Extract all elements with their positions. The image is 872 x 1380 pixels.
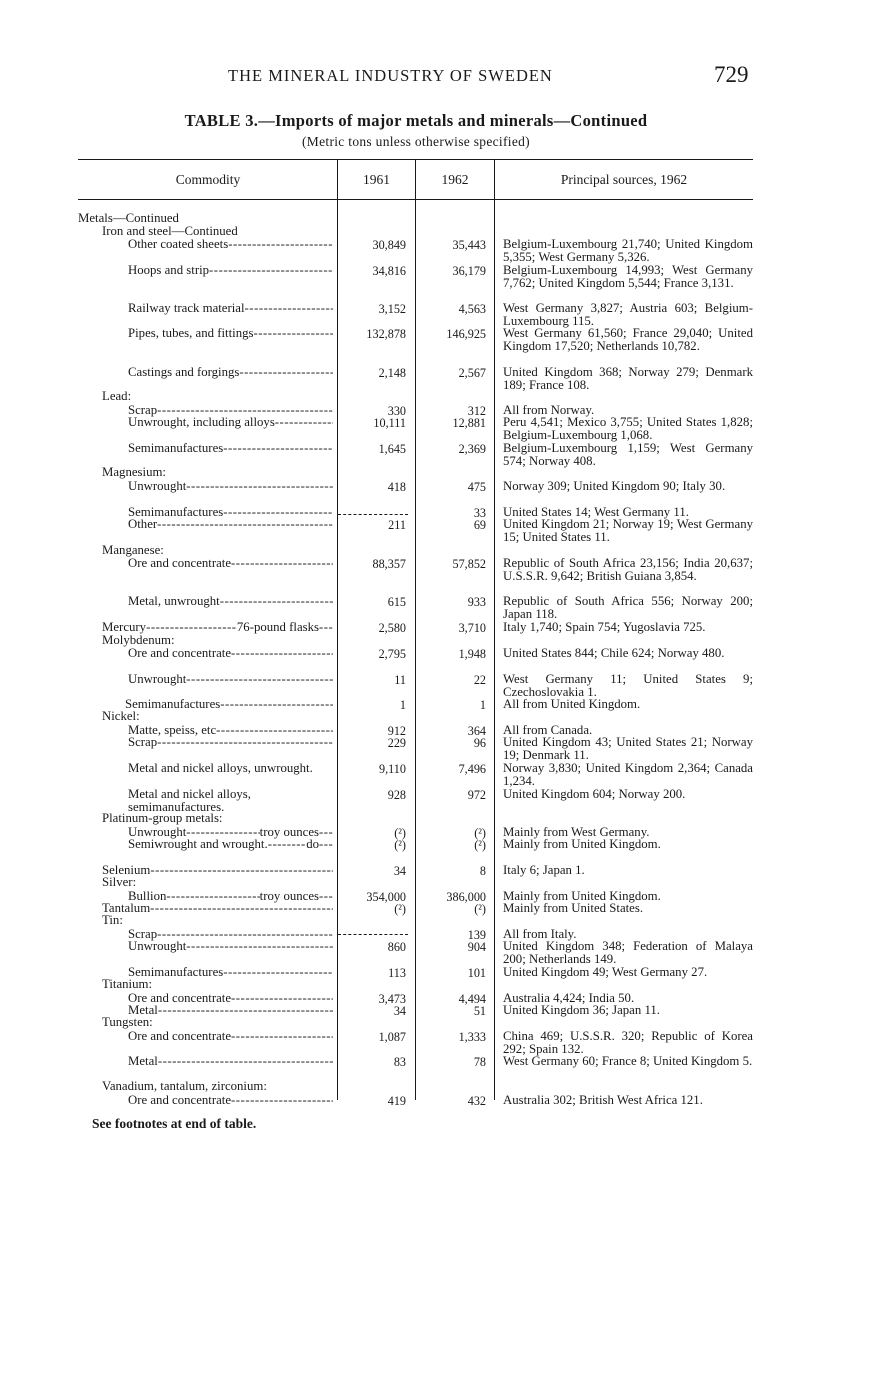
leader-dots xyxy=(186,480,333,493)
row-sources: Belgium-Luxembourg 14,993; West Germany 7,762; United Kingdom 5,544; France 3,131. xyxy=(503,263,753,290)
leader-dots xyxy=(150,902,333,915)
row-value-1961: 615 xyxy=(387,595,406,609)
row-commodity xyxy=(128,518,333,531)
leader-dots xyxy=(150,864,333,877)
row-label: Scrap xyxy=(128,928,158,941)
row-sources: West Germany 60; France 8; United Kingdom 5. xyxy=(503,1054,753,1068)
leader-dots xyxy=(158,1055,333,1068)
group-silver: Silver: xyxy=(102,875,137,889)
row-commodity xyxy=(128,416,333,429)
row-sources: United States 14; West Germany 11. xyxy=(503,505,689,519)
row-commodity xyxy=(125,698,333,711)
row-commodity xyxy=(128,762,326,775)
row-value-1961: 113 xyxy=(388,966,406,980)
group-tin: Tin: xyxy=(102,913,123,927)
row-value-1962: (²) xyxy=(474,902,486,916)
col-header-commodity: Commodity xyxy=(175,172,241,187)
row-value-1962: 101 xyxy=(467,966,486,980)
row-value-1962: 69 xyxy=(473,518,486,532)
row-value-1961: (²) xyxy=(394,826,406,840)
row-label: Ore and concentrate xyxy=(128,647,232,660)
row-value-1961: 1 xyxy=(399,698,406,712)
row-label: Selenium xyxy=(102,864,151,877)
row-label: Mercury xyxy=(102,621,147,634)
row-commodity xyxy=(128,264,333,277)
row-value-1961: 83 xyxy=(393,1055,406,1069)
row-sources: All from Norway. xyxy=(503,403,595,417)
row-value-1962: 432 xyxy=(467,1094,486,1108)
row-unit: troy ounces xyxy=(259,826,319,839)
row-value-1961: 1,087 xyxy=(378,1030,406,1044)
row-label: Metal and nickel alloys, semimanufactures. xyxy=(128,788,251,814)
row-label: Unwrought xyxy=(128,480,187,493)
row-sources: Mainly from United Kingdom. xyxy=(503,837,661,851)
row-value-1961: 912 xyxy=(387,724,406,738)
row-label: Metal xyxy=(128,1004,158,1017)
row-sources: Mainly from United States. xyxy=(503,901,644,915)
row-sources: Republic of South Africa 23,156; India 20,637; U.S.S.R. 9,642; British Guiana 3,854. xyxy=(503,556,753,583)
leader-dots xyxy=(275,416,333,429)
row-commodity xyxy=(128,238,333,251)
row-value-1962: 4,563 xyxy=(458,302,486,316)
leader-dots xyxy=(223,442,333,455)
row-label: Ore and concentrate xyxy=(128,1030,232,1043)
row-sources: United Kingdom 43; United States 21; Norway 19; Denmark 11. xyxy=(503,735,753,762)
row-label: Tantalum xyxy=(102,902,151,915)
row-commodity xyxy=(128,736,333,749)
group-vanadium: Vanadium, tantalum, zirconium: xyxy=(102,1079,267,1093)
row-commodity xyxy=(128,838,333,851)
row-value-1962: 4,494 xyxy=(458,992,486,1006)
row-commodity xyxy=(102,621,333,634)
row-commodity xyxy=(128,966,333,979)
row-sources: Peru 4,541; Mexico 3,755; United States 1,828; Belgium-Luxembourg 1,068. xyxy=(503,415,753,442)
leader-dots xyxy=(231,1030,333,1043)
col-header-1962: 1962 xyxy=(441,172,469,187)
row-value-1961: 928 xyxy=(387,788,406,802)
row-value-1962: 2,369 xyxy=(458,442,486,456)
row-unit: troy ounces xyxy=(259,890,319,903)
row-value-1961: 10,111 xyxy=(373,416,406,430)
row-sources: United Kingdom 36; Japan 11. xyxy=(503,1003,660,1017)
row-value-1962: (²) xyxy=(474,826,486,840)
row-commodity xyxy=(128,940,333,953)
row-label: Unwrought, including alloys xyxy=(128,416,275,429)
row-label: Semimanufactures xyxy=(125,698,221,711)
row-value-1962: 78 xyxy=(473,1055,486,1069)
row-sources: Mainly from United Kingdom. xyxy=(503,889,661,903)
row-value-1961: 419 xyxy=(387,1094,406,1108)
row-unit: 76-pound flasks xyxy=(236,621,319,634)
row-label: Metal and nickel alloys, unwrought. xyxy=(128,762,313,775)
row-value-1961: 229 xyxy=(387,736,406,750)
group-platinum: Platinum-group metals: xyxy=(102,811,223,825)
leader-dots xyxy=(158,1004,333,1017)
group-molybdenum: Molybdenum: xyxy=(102,633,175,647)
group-titanium: Titanium: xyxy=(102,977,153,991)
row-label: Unwrought xyxy=(128,826,187,839)
group-tungsten: Tungsten: xyxy=(102,1015,153,1029)
row-value-1962: 1 xyxy=(479,698,486,712)
row-value-1962: 12,881 xyxy=(452,416,486,430)
row-value-1961: 3,473 xyxy=(378,992,406,1006)
row-sources: All from Canada. xyxy=(503,723,593,737)
row-commodity xyxy=(128,673,333,686)
row-label: Metal xyxy=(128,1055,158,1068)
row-sources: Australia 4,424; India 50. xyxy=(503,991,635,1005)
row-value-1961: 34 xyxy=(393,864,406,878)
row-commodity xyxy=(128,788,326,814)
leader-dots xyxy=(223,966,333,979)
row-value-1961: 1,645 xyxy=(378,442,406,456)
row-label: Ore and concentrate xyxy=(128,1094,232,1107)
row-value-1961: 211 xyxy=(388,518,406,532)
row-label: Railway track material xyxy=(128,302,245,315)
row-value-1962: 312 xyxy=(467,404,486,418)
group-lead: Lead: xyxy=(102,389,132,403)
row-sources: West Germany 61,560; France 29,040; United Kingdom 17,520; Netherlands 10,782. xyxy=(503,326,753,353)
row-value-1962: 3,710 xyxy=(458,621,486,635)
row-value-1961: 418 xyxy=(387,480,406,494)
leader-dots xyxy=(319,621,333,634)
table-subtitle: (Metric tons unless otherwise specified) xyxy=(302,134,530,149)
row-sources: United Kingdom 21; Norway 19; West Germany 15; United States 11. xyxy=(503,517,753,544)
row-value-1961: 9,110 xyxy=(379,762,406,776)
row-label: Semimanufactures xyxy=(128,966,224,979)
row-value-1962: 904 xyxy=(467,940,486,954)
column-divider-3 xyxy=(494,160,495,1100)
row-label: Unwrought xyxy=(128,673,187,686)
col-header-sources: Principal sources, 1962 xyxy=(560,172,688,187)
row-sources: Australia 302; British West Africa 121. xyxy=(503,1093,703,1107)
row-sources: All from Italy. xyxy=(503,927,577,941)
row-commodity xyxy=(128,1055,333,1068)
row-value-1961: 860 xyxy=(387,940,406,954)
row-label: Ore and concentrate xyxy=(128,557,232,570)
row-label: Other xyxy=(128,518,158,531)
leader-dots xyxy=(268,838,307,851)
row-commodity xyxy=(102,864,333,877)
row-value-1961: 11 xyxy=(394,673,406,687)
leader-dots xyxy=(319,838,333,851)
row-sources: West Germany 11; United States 9; Czechoslovakia 1. xyxy=(503,672,753,699)
row-value-1961: 30,849 xyxy=(372,238,406,252)
row-commodity xyxy=(128,1030,333,1043)
row-value-1961: 2,795 xyxy=(378,647,406,661)
leader-dots xyxy=(231,647,333,660)
leader-dots xyxy=(253,327,333,340)
row-label: Hoops and strip xyxy=(128,264,210,277)
row-value-1961: 34,816 xyxy=(372,264,406,278)
row-value-1962: 933 xyxy=(467,595,486,609)
row-commodity xyxy=(128,595,333,608)
group-manganese: Manganese: xyxy=(102,543,164,557)
footer-note: See footnotes at end of table. xyxy=(92,1116,257,1131)
row-value-1961: 2,580 xyxy=(378,621,406,635)
row-sources: Belgium-Luxembourg 21,740; United Kingdom 5,355; West Germany 5,326. xyxy=(503,237,753,264)
row-value-1962: 386,000 xyxy=(446,890,486,904)
row-label: Semimanufactures xyxy=(128,442,224,455)
group-metals-continued: Metals—Continued xyxy=(78,211,179,225)
leader-dots xyxy=(146,621,237,634)
col-header-1961: 1961 xyxy=(363,172,390,187)
row-value-1961: 88,357 xyxy=(372,557,406,571)
row-commodity xyxy=(128,647,333,660)
row-value-1961: 2,148 xyxy=(378,366,406,380)
empty-cell-rule xyxy=(338,934,408,935)
row-commodity xyxy=(128,1094,333,1107)
row-value-1961: 3,152 xyxy=(378,302,406,316)
row-value-1962: 35,443 xyxy=(452,238,486,252)
row-value-1962: 139 xyxy=(467,928,486,942)
row-sources: United States 844; Chile 624; Norway 480. xyxy=(503,646,725,660)
row-sources: Norway 309; United Kingdom 90; Italy 30. xyxy=(503,479,726,493)
row-commodity xyxy=(128,480,333,493)
row-sources: United Kingdom 348; Federation of Malaya 200; Netherlands 149. xyxy=(503,939,753,966)
row-label: Matte, speiss, etc xyxy=(128,724,217,737)
row-value-1962: 475 xyxy=(467,480,486,494)
row-sources: United Kingdom 604; Norway 200. xyxy=(503,787,686,801)
row-value-1962: 146,925 xyxy=(446,327,486,341)
leader-dots xyxy=(228,238,333,251)
row-sources: United Kingdom 368; Norway 279; Denmark 189; France 108. xyxy=(503,365,753,392)
group-magnesium: Magnesium: xyxy=(102,465,166,479)
row-commodity xyxy=(102,902,333,915)
row-sources: Republic of South Africa 556; Norway 200; Japan 118. xyxy=(503,594,753,621)
row-value-1962: 51 xyxy=(473,1004,486,1018)
leader-dots xyxy=(186,673,333,686)
row-sources: Belgium-Luxembourg 1,159; West Germany 574; Norway 408. xyxy=(503,441,753,468)
row-sources: Mainly from West Germany. xyxy=(503,825,650,839)
row-commodity xyxy=(128,327,333,340)
group-iron-steel: Iron and steel—Continued xyxy=(102,224,238,238)
row-label: Semiwrought and wrought. xyxy=(128,838,268,851)
row-label: Metal, unwrought xyxy=(128,595,220,608)
row-commodity xyxy=(128,366,333,379)
row-value-1962: 8 xyxy=(479,864,486,878)
row-commodity xyxy=(128,1004,333,1017)
row-commodity xyxy=(128,442,333,455)
row-sources: China 469; U.S.S.R. 320; Republic of Korea 292; Spain 132. xyxy=(503,1029,753,1056)
row-value-1962: 1,948 xyxy=(458,647,486,661)
row-sources: United Kingdom 49; West Germany 27. xyxy=(503,965,708,979)
row-value-1962: 96 xyxy=(473,736,486,750)
row-label: Scrap xyxy=(128,404,158,417)
row-value-1962: 57,852 xyxy=(452,557,486,571)
row-value-1961: 132,878 xyxy=(366,327,406,341)
leader-dots xyxy=(209,264,333,277)
row-value-1962: (²) xyxy=(474,838,486,852)
row-label: Unwrought xyxy=(128,940,187,953)
row-label: Other coated sheets xyxy=(128,238,229,251)
row-label: Bullion xyxy=(128,890,167,903)
page-number: 729 xyxy=(714,62,749,87)
row-sources: All from United Kingdom. xyxy=(503,697,641,711)
row-sources: Italy 6; Japan 1. xyxy=(503,863,585,877)
running-head: THE MINERAL INDUSTRY OF SWEDEN xyxy=(228,66,553,85)
row-label: Ore and concentrate xyxy=(128,992,232,1005)
row-value-1962: 36,179 xyxy=(452,264,486,278)
row-value-1962: 364 xyxy=(467,724,486,738)
row-commodity xyxy=(128,302,333,315)
row-label: Semimanufactures xyxy=(128,506,224,519)
row-commodity xyxy=(128,557,333,570)
leader-dots xyxy=(186,940,333,953)
leader-dots xyxy=(231,1094,333,1107)
row-value-1962: 2,567 xyxy=(458,366,486,380)
row-unit: do xyxy=(306,838,319,851)
leader-dots xyxy=(239,366,333,379)
table-title: TABLE 3.—Imports of major metals and minerals—Continued xyxy=(184,111,648,130)
leader-dots xyxy=(220,698,333,711)
group-nickel: Nickel: xyxy=(102,709,140,723)
row-sources: West Germany 3,827; Austria 603; Belgium-Luxembourg 115. xyxy=(503,301,753,328)
row-label: Pipes, tubes, and fittings xyxy=(128,327,254,340)
row-label: Castings and forgings xyxy=(128,366,240,379)
row-sources: Norway 3,830; United Kingdom 2,364; Canada 1,234. xyxy=(503,761,753,788)
row-sources: Italy 1,740; Spain 754; Yugoslavia 725. xyxy=(503,620,706,634)
row-value-1961: 34 xyxy=(393,1004,406,1018)
row-value-1961: 354,000 xyxy=(366,890,406,904)
row-value-1962: 1,333 xyxy=(458,1030,486,1044)
row-value-1961: (²) xyxy=(394,838,406,852)
row-label: Scrap xyxy=(128,736,158,749)
empty-cell-rule xyxy=(338,514,408,515)
leader-dots xyxy=(157,736,333,749)
row-value-1962: 7,496 xyxy=(458,762,486,776)
row-value-1961: (²) xyxy=(394,902,406,916)
leader-dots xyxy=(220,595,333,608)
row-value-1962: 22 xyxy=(473,673,486,687)
row-value-1962: 33 xyxy=(473,506,486,520)
leader-dots xyxy=(157,518,333,531)
row-value-1962: 972 xyxy=(467,788,486,802)
row-value-1961: 330 xyxy=(387,404,406,418)
leader-dots xyxy=(231,557,333,570)
leader-dots xyxy=(245,302,333,315)
